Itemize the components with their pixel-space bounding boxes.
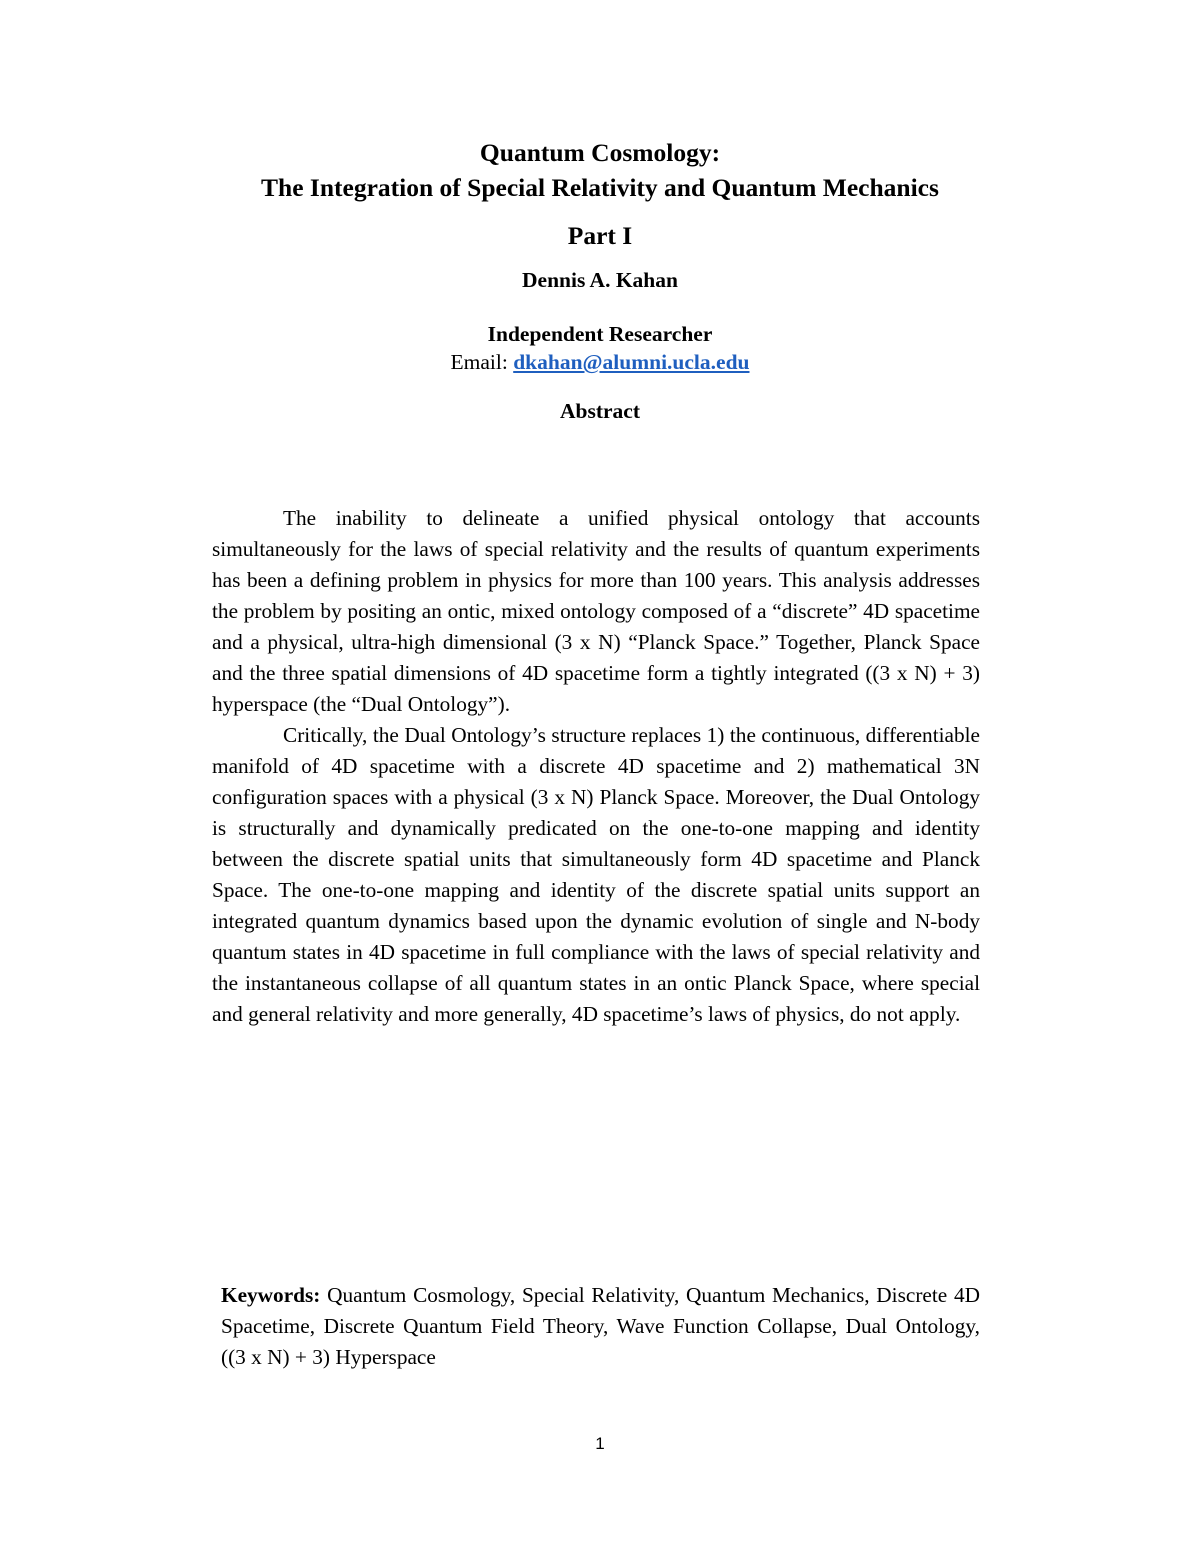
author-name: Dennis A. Kahan (522, 268, 678, 292)
keywords-text: Quantum Cosmology, Special Relativity, Quantum Mechanics, Discrete 4D Spacetime, Discrete Quantum Field Theory, Wave Function Collapse, Dual Ontology, ((3 x N) + 3) Hyperspace (221, 1283, 980, 1369)
email-label: Email: (450, 350, 514, 374)
email-link[interactable]: dkahan@alumni.ucla.edu (513, 350, 750, 374)
email-line (0, 349, 1200, 375)
paper-title-line-2: The Integration of Special Relativity and Quantum Mechanics (261, 173, 939, 202)
keywords-block (221, 1280, 980, 1373)
author-affiliation: Independent Researcher (487, 322, 713, 346)
abstract-body (212, 503, 980, 1030)
abstract-paragraph: Critically, the Dual Ontology’s structure replaces 1) the continuous, differentiable manifold of 4D spacetime with a discrete 4D spacetime and 2) mathematical 3N configuration spaces with a physical (3 x N) Planck Space. Moreover, the Dual Ontology is structurally and dynamically predicated on the one-to-one mapping and identity between the discrete spatial units that simultaneously form 4D spacetime and Planck Space. The one-to-one mapping and identity of the discrete spatial units support an integrated quantum dynamics based upon the dynamic evolution of single and N-body quantum states in 4D spacetime in full compliance with the laws of special relativity and the instantaneous collapse of all quantum states in an ontic Planck Space, where special and general relativity and more generally, 4D spacetime’s laws of physics, do not apply. (212, 723, 980, 1026)
abstract-heading: Abstract (559, 399, 640, 423)
page-number: 1 (595, 1434, 605, 1453)
keywords-label: Keywords: (221, 1283, 321, 1307)
paper-part-label: Part I (567, 221, 633, 250)
paper-title-line-1: Quantum Cosmology: (479, 138, 721, 167)
abstract-paragraph: The inability to delineate a unified physical ontology that accounts simultaneously for the laws of special relativity and the results of quantum experiments has been a defining problem in physics for more than 100 years. This analysis addresses the problem by positing an ontic, mixed ontology composed of a “discrete” 4D spacetime and a physical, ultra-high dimensional (3 x N) “Planck Space.” Together, Planck Space and the three spatial dimensions of 4D spacetime form a tightly integrated ((3 x N) + 3) hyperspace (the “Dual Ontology”). (212, 506, 980, 716)
